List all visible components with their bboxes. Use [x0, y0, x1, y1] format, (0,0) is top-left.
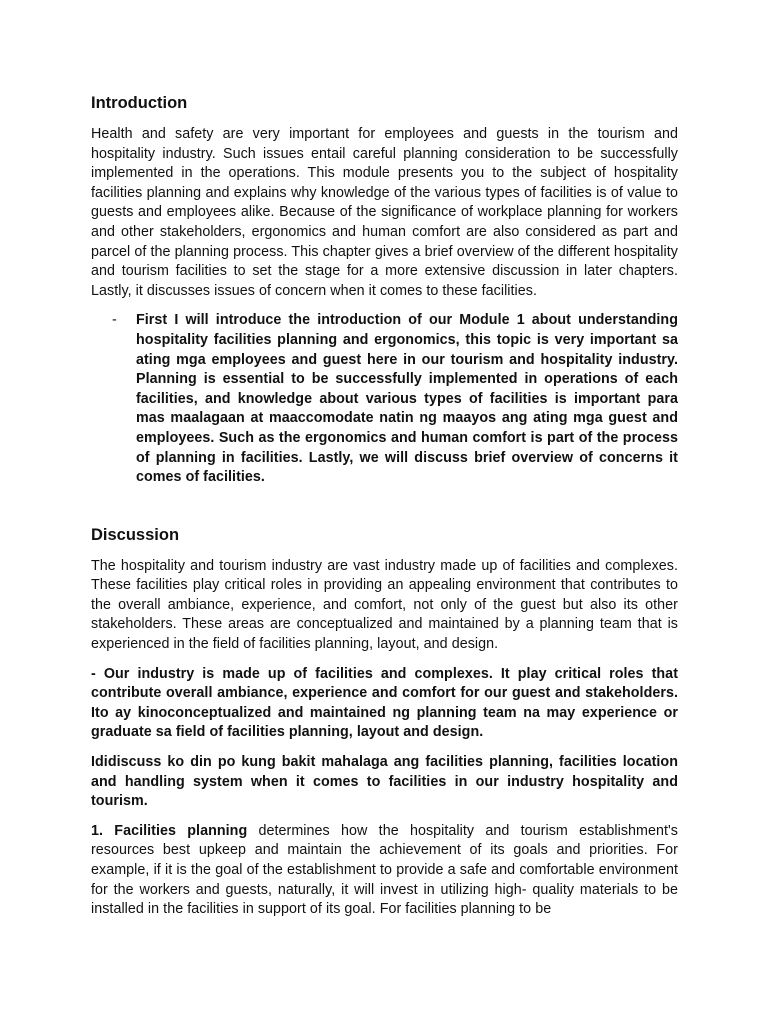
- introduction-section: [91, 92, 678, 488]
- discussion-bold-paragraph-1: - Our industry is made up of facilities and complexes. It play critical roles that contribute overall ambiance, experience and comfort for our guest and stakeholders. Ito ay kinoconceptualized and maintained ng planning team na may experience or graduate sa field of facilities planning, layout and design.: [91, 665, 678, 741]
- discussion-paragraph: The hospitality and tourism industry are vast industry made up of facilities and complexes. These facilities play critical roles in providing an appealing environment that contributes to the overall ambiance, experience, and comfort, not only of the guest but also its other stakeholders. These areas are conceptualized and maintained by a planning team that is experienced in the field of facilities planning, layout, and design.: [91, 557, 678, 653]
- discussion-heading: Discussion: [91, 525, 180, 544]
- facilities-planning-text: determines how the hospitality and tourism establishment's resources best upkeep and maintain the achievement of its goals and priorities. For example, if it is the goal of the establishment to provide a safe and comfortable environment for the workers and guests, naturally, it will invest in utilizing high- quality materials to be installed in the facilities in support of its goal. For facilities planning to be: [91, 822, 678, 918]
- introduction-bullet-text: First I will introduce the introduction of our Module 1 about understanding hospitality facilities planning and ergonomics, this topic is very important sa ating mga employees and guest here in our tourism and hospitality industry. Planning is essential to be successfully implemented in operations of each facilities, and knowledge about various types of facilities is important para mas maalagaan at maaccomodate natin ng maayos ang ating mga guest and employees. Such as the ergonomics and human comfort is part of the process of planning in facilities. Lastly, we will discuss brief overview of concerns it comes of facilities.: [136, 312, 678, 486]
- bullet-marker: -: [112, 312, 117, 329]
- discussion-section: [91, 524, 678, 920]
- discussion-bold-paragraph-2: Ididiscuss ko din po kung bakit mahalaga ang facilities planning, facilities location and handling system when it comes to facilities in our industry hospitality and tourism.: [91, 754, 678, 810]
- facilities-planning-term: 1. Facilities planning: [91, 822, 248, 839]
- introduction-bullet: [112, 311, 678, 487]
- facilities-planning-paragraph: [91, 822, 678, 920]
- introduction-paragraph: Health and safety are very important for employees and guests in the tourism and hospitality industry. Such issues entail careful planning consideration to be successfully implemented in the operations. This module presents you to the subject of hospitality facilities planning and explains why knowledge of the various types of facilities is of value to guests and employees alike. Because of the significance of workplace planning for workers and other stakeholders, ergonomics and human comfort are also considered as part and parcel of the planning process. This chapter gives a brief overview of the different hospitality and tourism facilities to set the stage for a more extensive discussion in later chapters. Lastly, it discusses issues of concern when it comes to these facilities.: [91, 126, 678, 299]
- introduction-heading: Introduction: [91, 94, 188, 112]
